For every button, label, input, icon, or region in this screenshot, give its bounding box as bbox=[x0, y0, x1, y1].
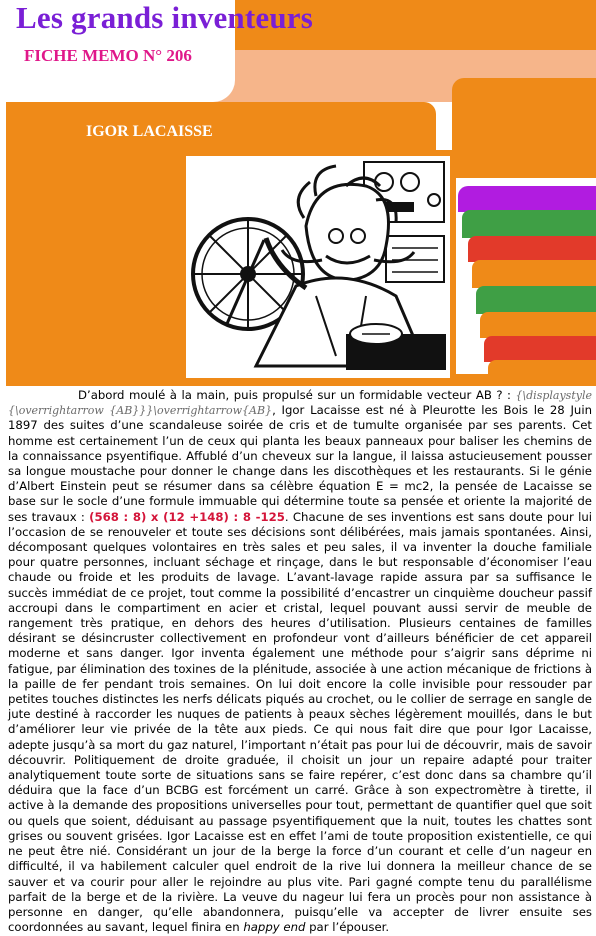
mad-scientist-illustration bbox=[186, 156, 450, 378]
orange-strip-1 bbox=[472, 260, 596, 288]
article-paragraph bbox=[8, 388, 592, 935]
math-markup: {\displaystyle {\overrightarrow {AB}}}\overrightarrow{AB} bbox=[8, 389, 592, 418]
green-strip-2 bbox=[476, 286, 596, 314]
green-strip bbox=[462, 210, 596, 238]
fiche-number: FICHE MEMO N° 206 bbox=[24, 46, 192, 65]
article-intro: D’abord moulé à la main, puis propulsé sur un formidable vecteur AB ? : bbox=[78, 388, 516, 402]
article-body bbox=[8, 388, 592, 935]
formula: (568 : 8) x (12 +148) : 8 -125 bbox=[89, 509, 285, 524]
article-part-2: . Chacune de ses inventions est sans doute pour lui l’occasion de se renouveler et toute ses décisions sont délibérées, mais jamais spontanées. Ainsi, décomposant quelques volontaires en très sales et peu sales, il va inventer la douche familiale pour quatre personnes, incluant séchage et rinçage, dans le but responsable d’économiser l’eau chaude ou froide et les produits de lavage. L’avant-lavage rapide assura par sa suffisance le succès immédiat de ce projet, tout comme la possibilité d’encastrer un cinquième doucheur passif accroupi dans le compartiment en acier et cristal, lequel pouvant aussi servir de meuble de rangement très pratique, en dehors des heures d’utilisation. Plusieurs centaines de familles désirant se désincruster collectivement en profondeur vont d’ailleurs bénéficier de cet appareil moderne et sans danger. Igor inventa également une méthode pour s’aigrir sans déprime ni fatigue, par élimination des toxines de la plénitude, associée à une action mécanique de frictions à la paille de fer pendant trois semaines. On lui doit encore la colle invisible pour ressouder par petites touches distinctes les nerfs délicats piqués au crochet, ou le collier de serrage en sangle de jute destiné à raccorder les nuques de patients à peaux sèches légèrement mouillés, dans le but d’améliorer leur vie privée de la tête aux pieds. Ce qui nous fait dire que pour Igor Lacaisse, adepte jusqu’à sa mort du gaz naturel, l’important n’était pas pour lui de découvrir, mais de savoir découvrir. Politiquement de droite graduée, il choisit un jour un repaire adapté pour traiter analytiquement toute sorte de situations sans se faire repérer, c’est donc dans sa chambre qu’il déduira que la face d’un BCBG est forcément un carré. Grâce à son expectromètre à tirette, il active à la demande des propositions universelles pour tout, permettant de quantifier quel que soit ou quels que soient, déduisant au passage psyentifiquement que la nuit, toutes les chattes sont grises ou souvent grisées. Igor Lacaisse est en effet l’ami de toute proposition existentielle, ce qui ne peut être nié. Considérant un jour de la berge la force d’un courant et celle d’un nageur en difficulté, il va habilement calculer quel endroit de la rive lui donnera la meilleur chance de se sauver et va courir pour aller le rejoindre au plus vite. Pari gagné compte tenu du parallélisme parfait de la berge et de la rivière. La veuve du nageur lui fera un procès pour non assistance à personne en danger, qu’elle abandonnera, puisqu’elle va accepter de livrer ensuite ses coordonnées au savant, lequel finira en bbox=[8, 509, 593, 935]
subject-name: IGOR LACAISSE bbox=[86, 123, 213, 140]
happy-end-italic: happy end bbox=[243, 920, 306, 935]
orange-banner-right bbox=[452, 78, 596, 178]
red-strip bbox=[468, 236, 596, 262]
article-part-1: , Igor Lacaisse est né à Pleurotte les Bois le 28 Juin 1897 des suites d’une scandaleuse soirée de cris et de tumulte organisée par ses parents. Cet homme est certainement l’un de ceux qui planta les beaux panneaux pour baliser les chemins de la connaissance psyentifique. Affublé d’un cheveux sur la langue, il laissa astucieusement pousser sa longue moustache pour donner le change dans les discothèques et les restaurants. Si le génie d’Albert Einstein peut se résumer dans sa célèbre équation E = mc2, la pensée de Lacaisse se base sur le socle d’une formule immuable qui détermine toute sa pensée et oriente la majorité de ses travaux : bbox=[8, 403, 592, 524]
page-title: Les grands inventeurs bbox=[16, 0, 314, 35]
orange-panel-left-lower bbox=[6, 150, 186, 384]
red-strip-2 bbox=[484, 336, 596, 362]
orange-strip-2 bbox=[480, 312, 596, 338]
article-end: par l’épouser. bbox=[305, 920, 390, 935]
purple-strip bbox=[458, 186, 596, 212]
